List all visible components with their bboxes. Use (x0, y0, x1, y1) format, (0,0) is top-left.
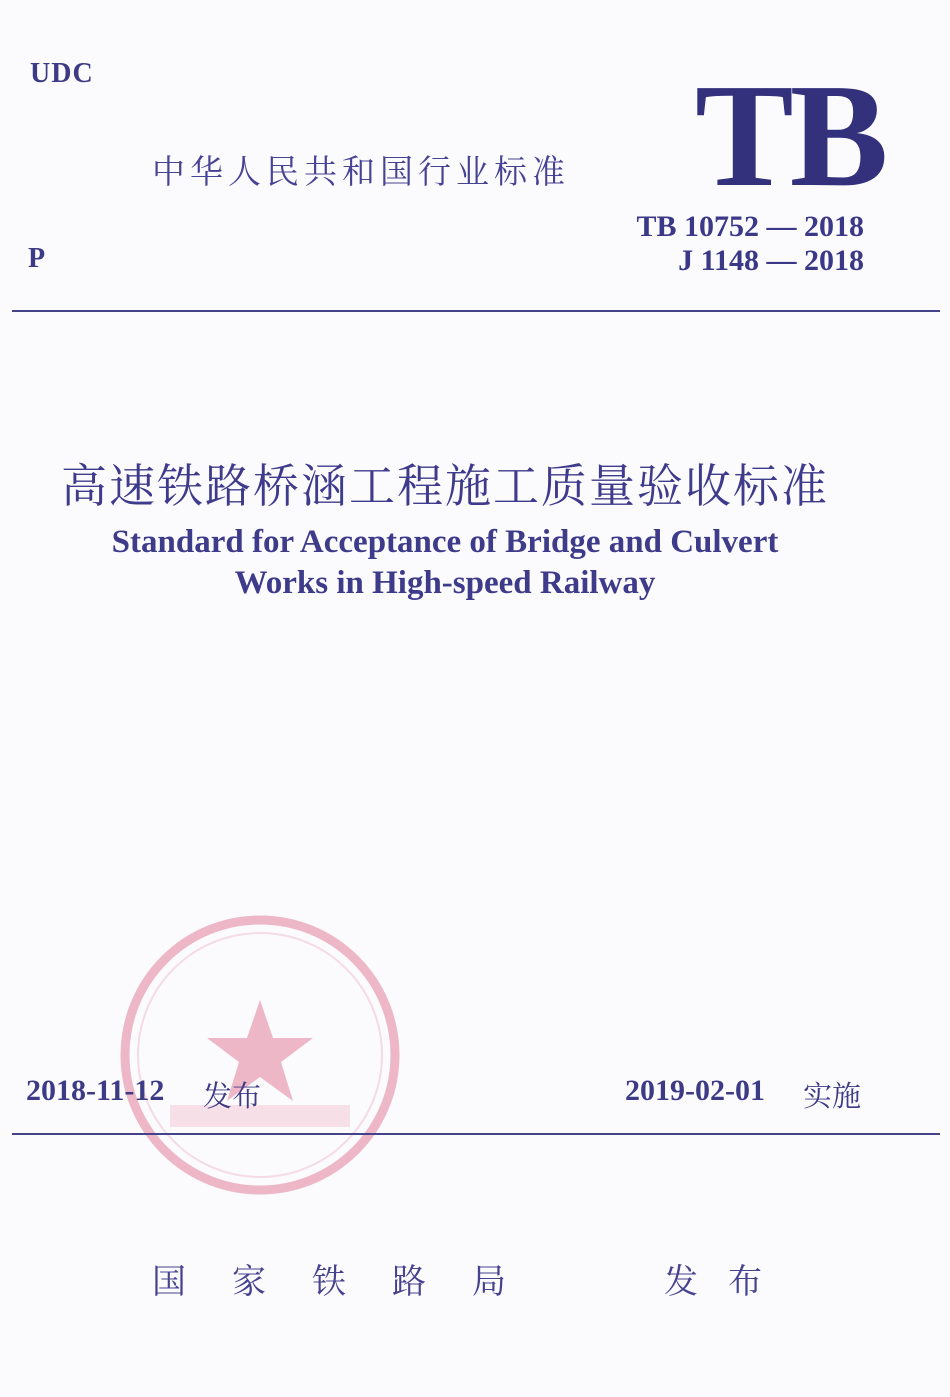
udc-label: UDC (30, 58, 94, 89)
issue-date: 2018-11-12 (26, 1074, 165, 1107)
implementation-date: 2019-02-01 (625, 1074, 765, 1107)
bottom-divider (12, 1133, 940, 1135)
industry-standard-heading: 中华人民共和国行业标准 (152, 152, 570, 191)
title-chinese: 高速铁路桥涵工程施工质量验收标准 (61, 459, 829, 513)
category-code: P (28, 243, 46, 274)
official-seal-stamp (110, 905, 410, 1205)
implementation-label: 实施 (803, 1079, 862, 1113)
top-divider (12, 310, 940, 312)
title-english (0, 522, 890, 604)
record-number: J 1148 — 2018 (678, 244, 864, 277)
standard-numbers (636, 210, 864, 278)
standard-number: TB 10752 — 2018 (636, 210, 864, 243)
title-english-line2: Works in High-speed Railway (234, 565, 656, 601)
title-english-line1: Standard for Acceptance of Bridge and Culvert (111, 524, 779, 560)
publish-label: 发布 (664, 1262, 792, 1302)
tb-logo: TB (695, 54, 885, 218)
issue-label: 发布 (203, 1079, 262, 1113)
publisher-name: 国家铁路局 (152, 1262, 552, 1302)
